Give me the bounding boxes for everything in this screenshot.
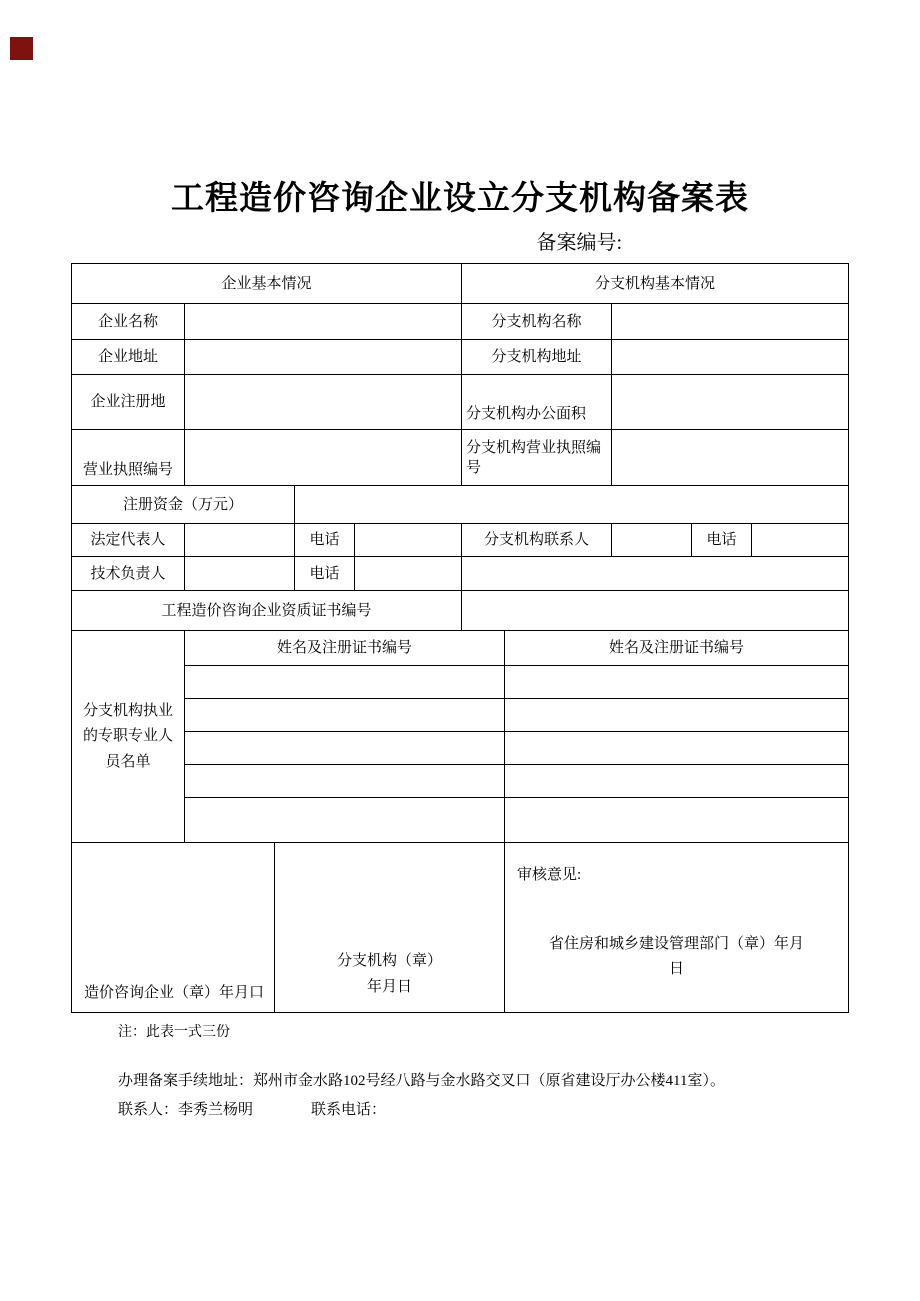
field-legal-representative[interactable]	[184, 524, 294, 557]
field-branch-extra[interactable]	[462, 557, 849, 591]
field-legal-rep-phone[interactable]	[354, 524, 461, 557]
contact-phone-label: 联系电话：	[311, 1102, 387, 1119]
label-company-reg-place: 企业注册地	[71, 375, 184, 430]
section-header-company: 企业基本情况	[71, 264, 461, 304]
review-opinion-label: 审核意见:	[517, 867, 582, 884]
personnel-table	[71, 630, 849, 843]
contact-line	[118, 1098, 920, 1119]
review-dept-line1: 省住房和城乡建设管理部门（章）年月	[548, 935, 804, 952]
field-branch-address[interactable]	[612, 340, 849, 375]
signature-table	[71, 842, 849, 1013]
field-qualification-no[interactable]	[462, 591, 849, 631]
label-company-name: 企业名称	[71, 304, 184, 340]
filing-address: 办理备案手续地址：郑州市金水路102号经八路与金水路交叉口（原省建设厅办公楼411室）。	[118, 1073, 725, 1090]
copies-note: 注：此表一式三份	[118, 1025, 230, 1041]
filing-number-label: 备案编号:	[536, 232, 623, 255]
personnel-cell-left-1[interactable]	[185, 666, 505, 699]
label-branch-contact: 分支机构联系人	[462, 524, 612, 557]
personnel-cell-left-2[interactable]	[185, 699, 505, 732]
personnel-cell-right-5[interactable]	[505, 798, 849, 843]
personnel-cell-left-3[interactable]	[185, 732, 505, 765]
header-name-cert-right: 姓名及注册证书编号	[505, 631, 849, 666]
page-title: 工程造价咨询企业设立分支机构备案表	[171, 179, 749, 216]
personnel-cell-right-3[interactable]	[505, 732, 849, 765]
review-dept-line2: 日	[668, 961, 684, 978]
label-branch-name: 分支机构名称	[462, 304, 612, 340]
field-technical-director[interactable]	[184, 557, 294, 591]
header-name-cert-left: 姓名及注册证书编号	[185, 631, 505, 666]
field-branch-license-no[interactable]	[612, 430, 849, 486]
label-personnel-list: 分支机构执业的专职专业人员名单	[72, 631, 185, 843]
field-company-name[interactable]	[184, 304, 461, 340]
field-registered-capital[interactable]	[294, 486, 848, 524]
label-qualification-no: 工程造价咨询企业资质证书编号	[71, 591, 461, 631]
label-branch-contact-phone: 电话	[692, 524, 752, 557]
label-legal-rep-phone: 电话	[294, 524, 354, 557]
branch-seal-line1: 分支机构（章）	[336, 953, 442, 970]
review-cell	[505, 843, 849, 1013]
personnel-cell-right-1[interactable]	[505, 666, 849, 699]
contact-person: 联系人：李秀兰杨明	[118, 1102, 254, 1119]
label-tech-director-phone: 电话	[294, 557, 354, 591]
branch-seal-cell	[275, 843, 505, 1013]
label-legal-representative: 法定代表人	[71, 524, 184, 557]
field-branch-contact-phone[interactable]	[752, 524, 849, 557]
filing-number-row	[72, 232, 849, 255]
field-company-reg-place[interactable]	[184, 375, 461, 430]
label-technical-director: 技术负责人	[71, 557, 184, 591]
label-registered-capital: 注册资金（万元）	[71, 486, 294, 524]
corner-mark	[10, 37, 33, 60]
branch-seal-line2: 年月日	[366, 978, 412, 995]
personnel-cell-left-4[interactable]	[185, 765, 505, 798]
label-license-no: 营业执照编号	[71, 430, 184, 486]
field-tech-director-phone[interactable]	[354, 557, 461, 591]
label-branch-license-no: 分支机构营业执照编号	[462, 430, 612, 486]
field-branch-contact[interactable]	[612, 524, 692, 557]
label-company-address: 企业地址	[71, 340, 184, 375]
personnel-cell-right-4[interactable]	[505, 765, 849, 798]
personnel-cell-left-5[interactable]	[185, 798, 505, 843]
field-branch-name[interactable]	[612, 304, 849, 340]
label-branch-address: 分支机构地址	[462, 340, 612, 375]
company-seal-cell: 造价咨询企业（章）年月口	[72, 843, 275, 1013]
field-license-no[interactable]	[184, 430, 461, 486]
section-header-branch: 分支机构基本情况	[462, 264, 849, 304]
personnel-cell-right-2[interactable]	[505, 699, 849, 732]
field-branch-office-area[interactable]	[612, 375, 849, 430]
review-dept-signature	[517, 932, 836, 983]
field-company-address[interactable]	[184, 340, 461, 375]
main-info-table	[71, 263, 849, 631]
label-branch-office-area: 分支机构办公面积	[462, 375, 612, 430]
